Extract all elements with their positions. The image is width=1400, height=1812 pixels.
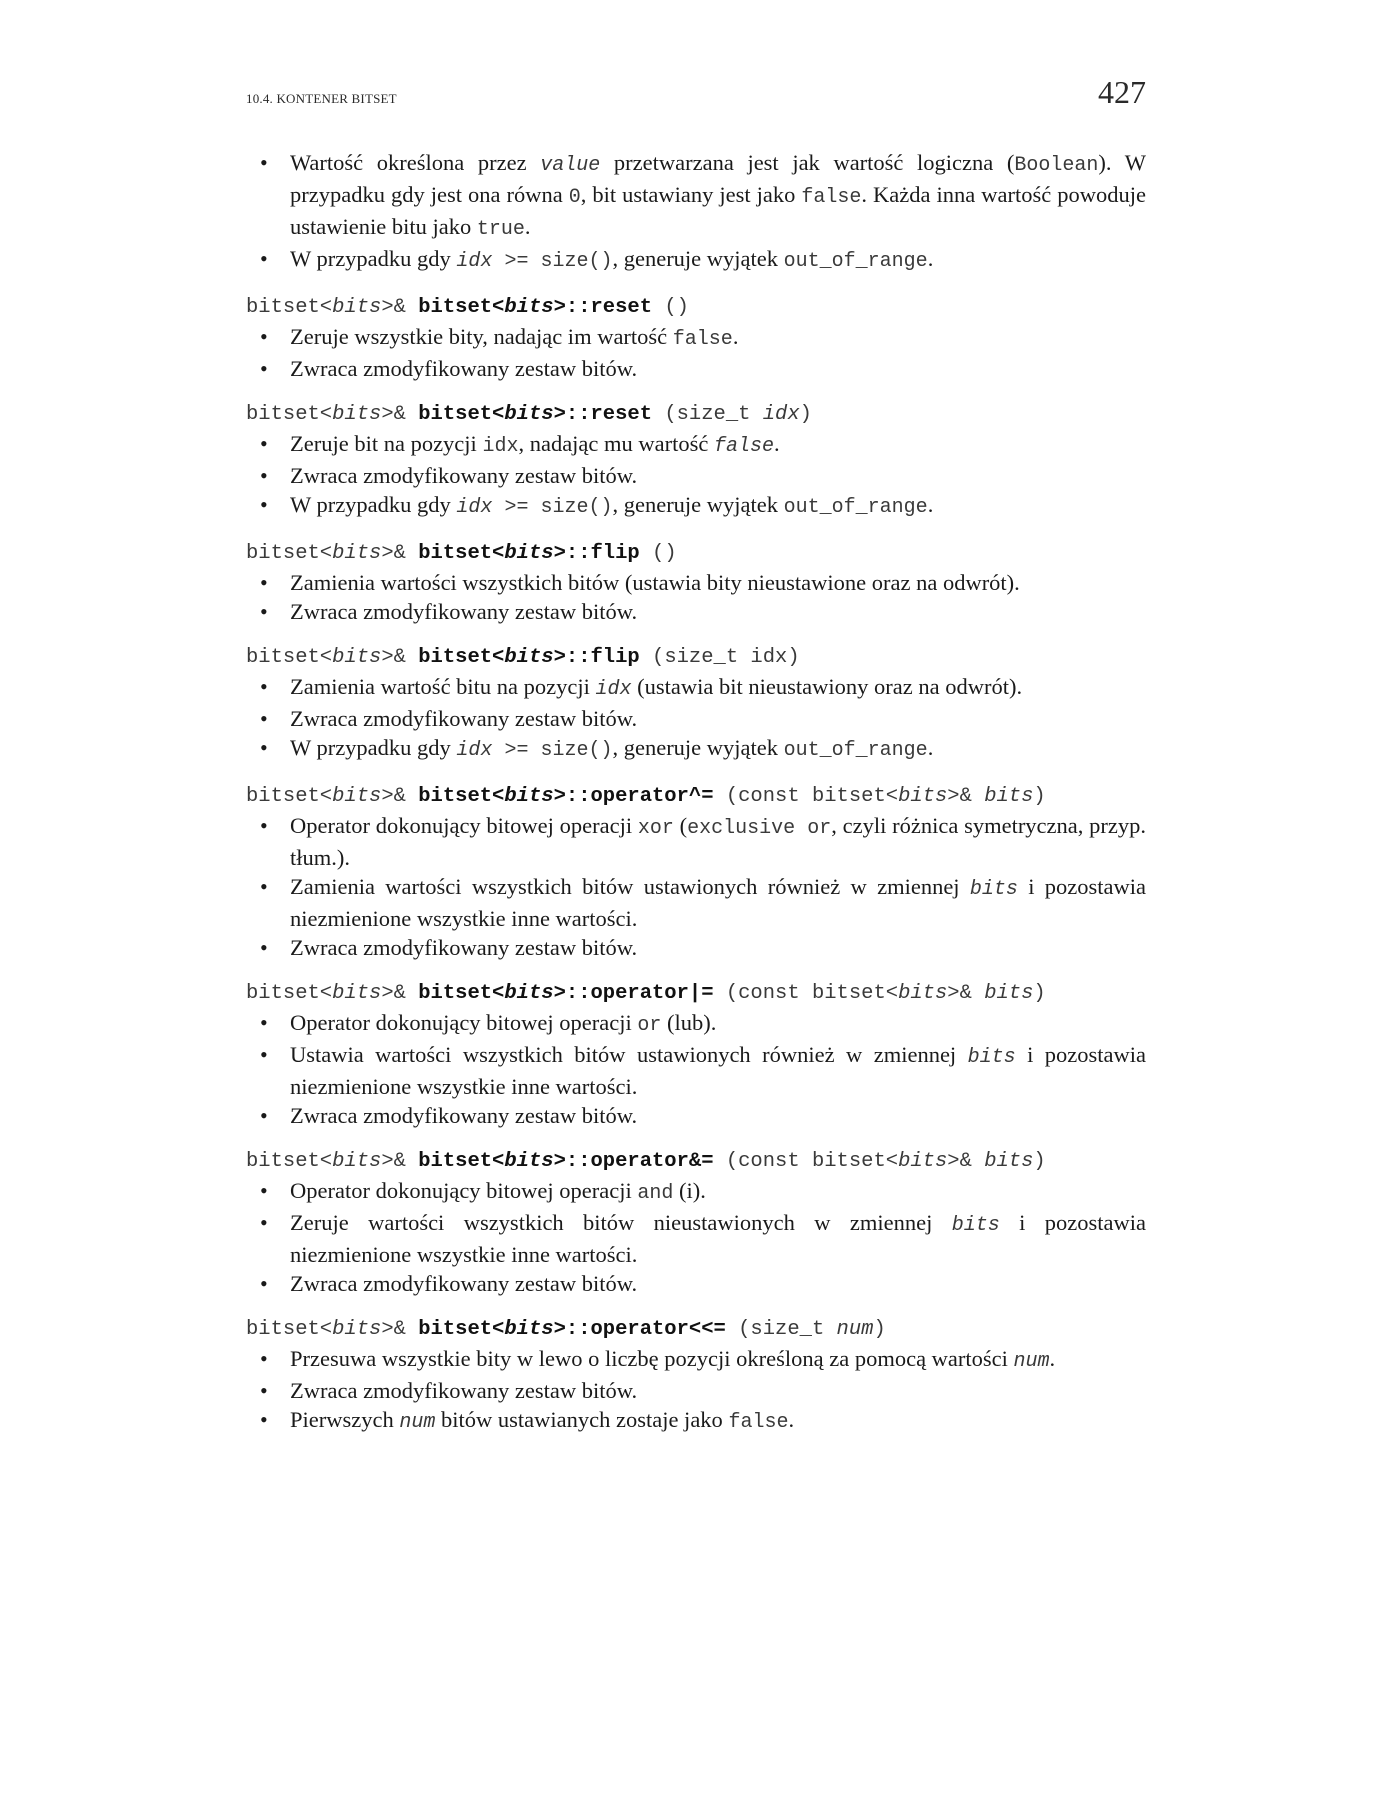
intro-section [246,148,1146,276]
list-item: • Zwraca zmodyfikowany zestaw bitów. [246,1376,1146,1405]
section-reset-idx [246,401,1146,522]
bullet-list [246,1008,1146,1130]
list-item: • Zeruje bit na pozycji idx, nadając mu wartość false. [246,429,1146,461]
function-signature: bitset<bits>& bitset<bits>::operator&= (const bitset<bits>& bits) [246,1150,1046,1173]
function-signature: bitset<bits>& bitset<bits>::operator<<= (size_t num) [246,1318,886,1341]
list-item: • Zwraca zmodyfikowany zestaw bitów. [246,704,1146,733]
list-item: • Operator dokonujący bitowej operacji or (lub). [246,1008,1146,1040]
function-signature: bitset<bits>& bitset<bits>::flip (size_t idx) [246,646,800,669]
bullet-list [246,811,1146,962]
bullet-list [246,672,1146,765]
section-operator-and [246,1148,1146,1298]
list-item: • W przypadku gdy idx >= size(), generuje wyjątek out_of_range. [246,244,1146,276]
bullet-list [246,429,1146,522]
section-operator-xor [246,783,1146,962]
list-item: • Zamienia wartości wszystkich bitów ustawionych również w zmiennej bits i pozostawia niezmienione wszystkie inne wartości. [246,872,1146,933]
page-number: 427 [1098,74,1146,110]
function-signature: bitset<bits>& bitset<bits>::reset () [246,296,689,319]
list-item: • Zwraca zmodyfikowany zestaw bitów. [246,461,1146,490]
list-item: • Przesuwa wszystkie bity w lewo o liczbę pozycji określoną za pomocą wartości num. [246,1344,1146,1376]
section-flip-idx [246,644,1146,765]
list-item: • Ustawia wartości wszystkich bitów ustawionych również w zmiennej bits i pozostawia niezmienione wszystkie inne wartości. [246,1040,1146,1101]
list-item: • Zamienia wartości wszystkich bitów (ustawia bity nieustawione oraz na odwrót). [246,568,1146,597]
bullet-list [246,1344,1146,1437]
running-header [246,74,1146,114]
bullet-list [246,1176,1146,1298]
section-reset-all [246,294,1146,383]
list-item: • Operator dokonujący bitowej operacji and (i). [246,1176,1146,1208]
list-item: • Zwraca zmodyfikowany zestaw bitów. [246,354,1146,383]
list-item: • W przypadku gdy idx >= size(), generuje wyjątek out_of_range. [246,490,1146,522]
bullet-list [246,148,1146,276]
list-item: • Zeruje wartości wszystkich bitów nieustawionych w zmiennej bits i pozostawia niezmienione wszystkie inne wartości. [246,1208,1146,1269]
list-item: • Pierwszych num bitów ustawianych zostaje jako false. [246,1405,1146,1437]
list-item: • W przypadku gdy idx >= size(), generuje wyjątek out_of_range. [246,733,1146,765]
list-item: • Zwraca zmodyfikowany zestaw bitów. [246,1269,1146,1298]
bullet-list [246,568,1146,626]
section-title: 10.4. KONTENER BITSET [246,91,397,106]
function-signature: bitset<bits>& bitset<bits>::reset (size_t idx) [246,403,812,426]
section-flip-all [246,540,1146,626]
function-signature: bitset<bits>& bitset<bits>::operator^= (const bitset<bits>& bits) [246,785,1046,808]
list-item: • Zwraca zmodyfikowany zestaw bitów. [246,933,1146,962]
list-item: • Zwraca zmodyfikowany zestaw bitów. [246,1101,1146,1130]
list-item: • Zamienia wartość bitu na pozycji idx (ustawia bit nieustawiony oraz na odwrót). [246,672,1146,704]
function-signature: bitset<bits>& bitset<bits>::flip () [246,542,677,565]
section-operator-shift-left [246,1316,1146,1437]
bullet-list [246,322,1146,383]
list-item: • Zwraca zmodyfikowany zestaw bitów. [246,597,1146,626]
list-item: • Zeruje wszystkie bity, nadając im wartość false. [246,322,1146,354]
function-signature: bitset<bits>& bitset<bits>::operator|= (const bitset<bits>& bits) [246,982,1046,1005]
list-item: • Operator dokonujący bitowej operacji xor (exclusive or, czyli różnica symetryczna, przyp. tłum.). [246,811,1146,872]
page-body [246,148,1146,1437]
section-operator-or [246,980,1146,1130]
list-item: • Wartość określona przez value przetwarzana jest jak wartość logiczna (Boolean). W przypadku gdy jest ona równa 0, bit ustawiany jest jako false. Każda inna wartość powoduje ustawienie bitu jako true. [246,148,1146,244]
